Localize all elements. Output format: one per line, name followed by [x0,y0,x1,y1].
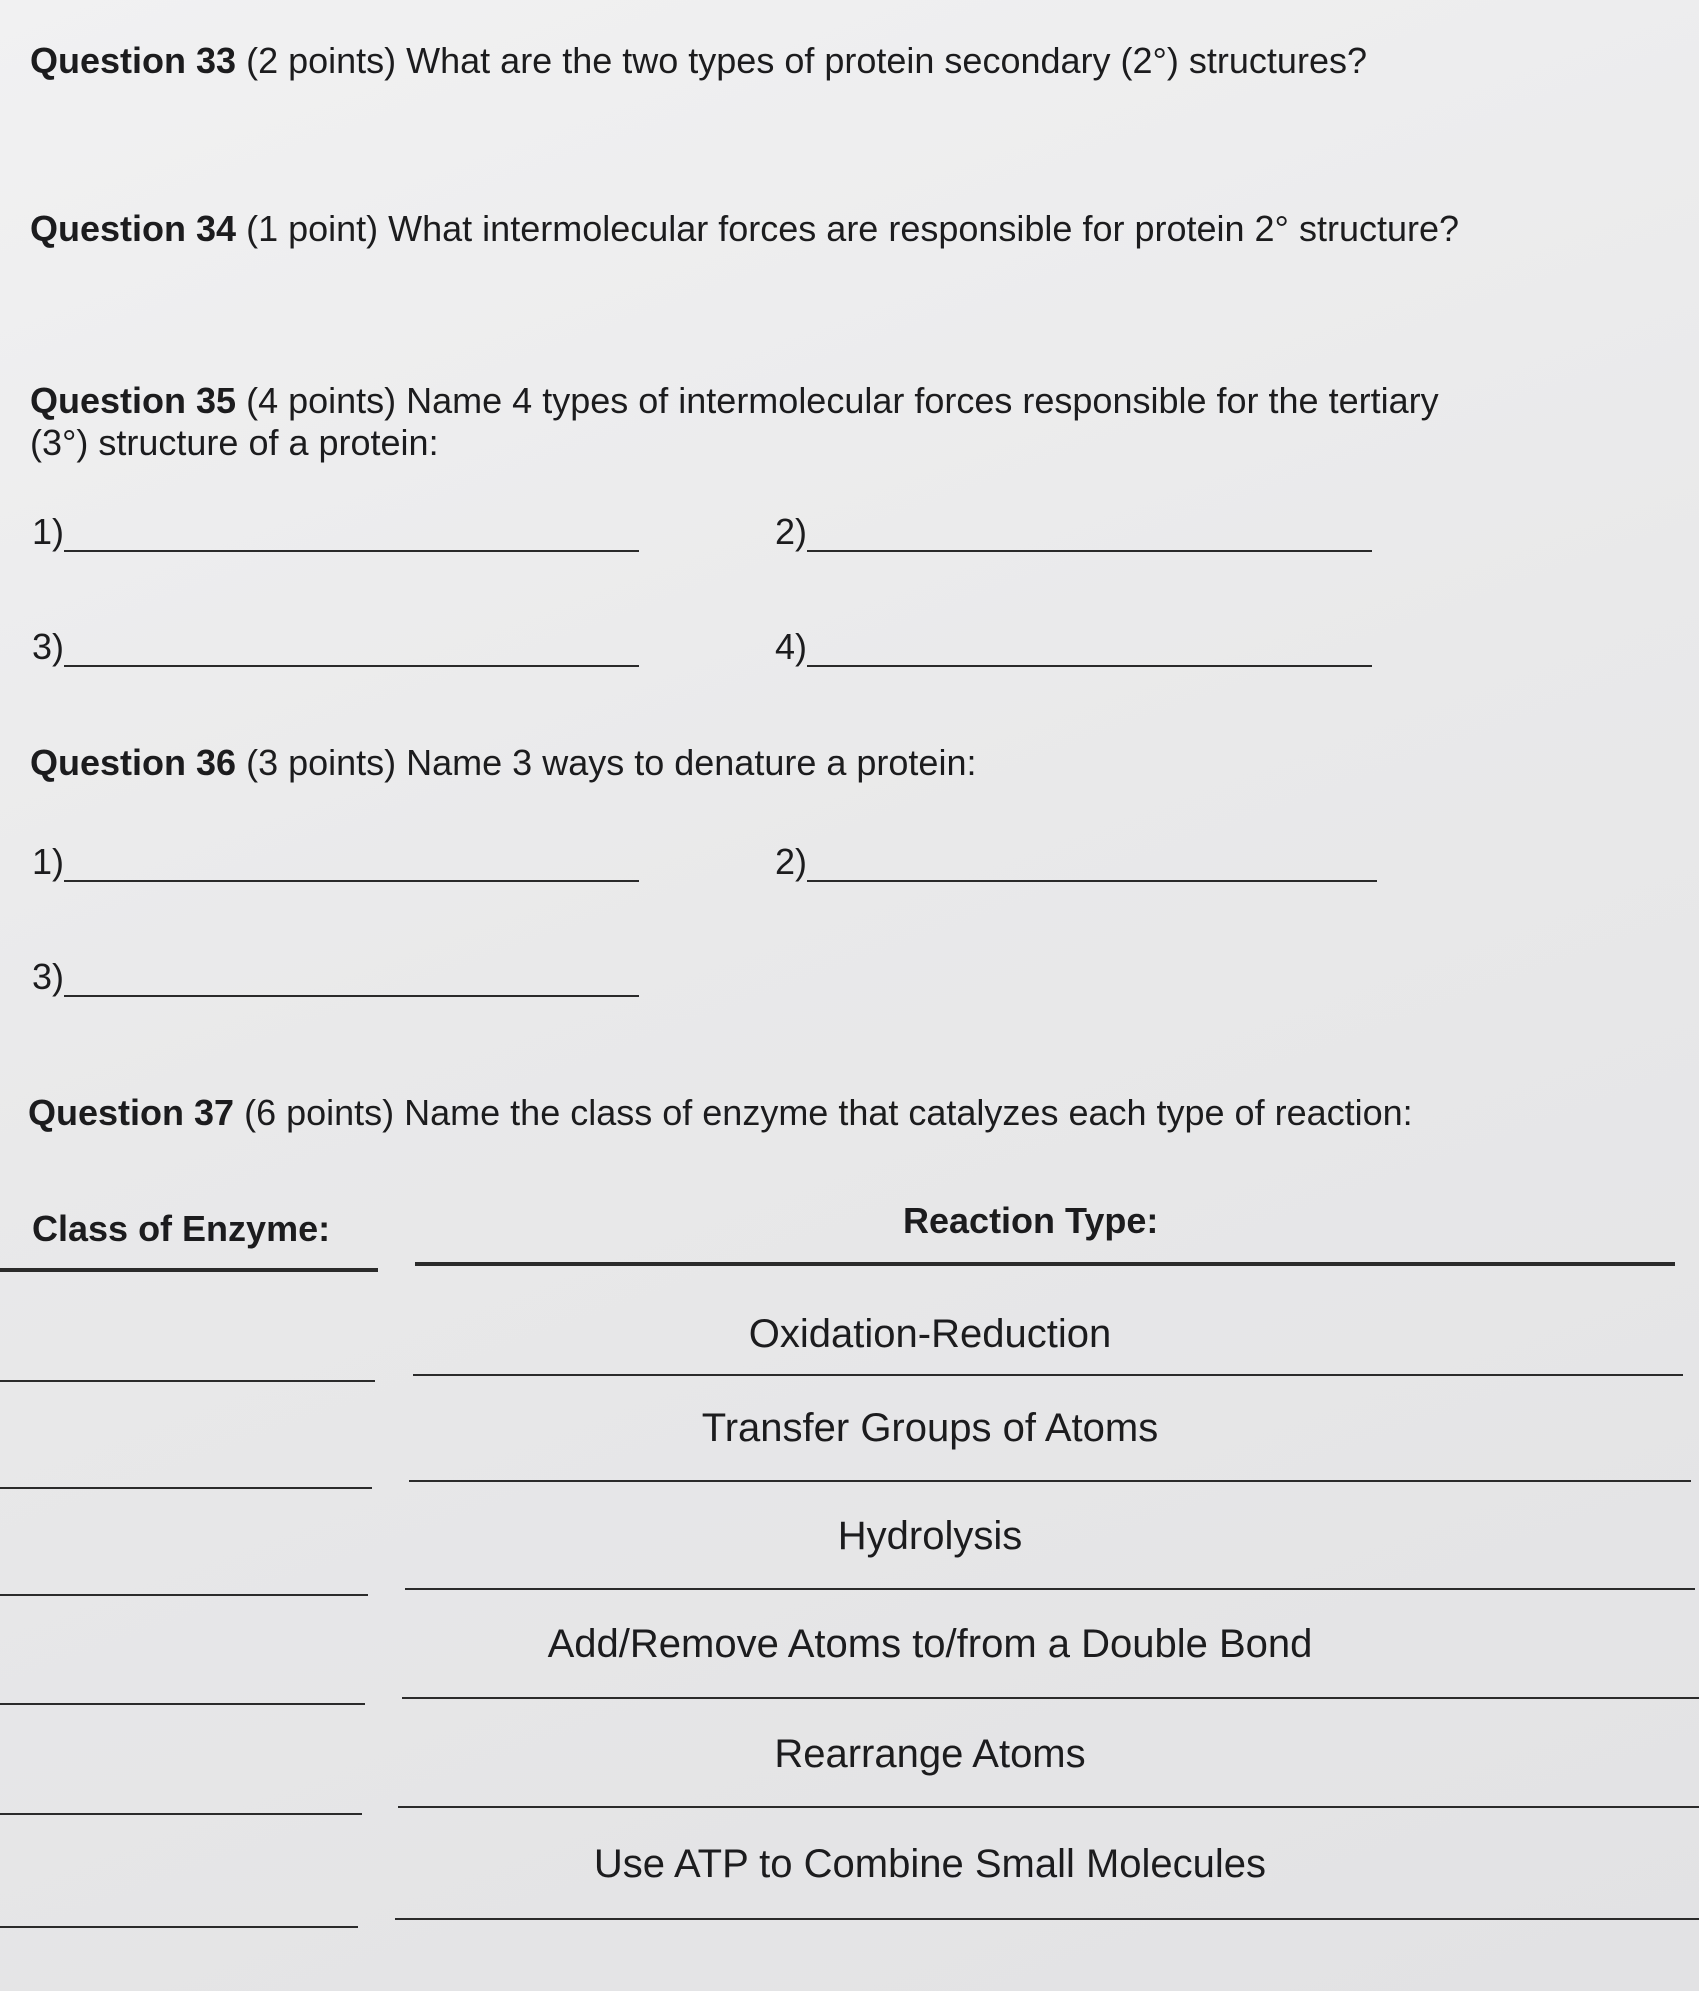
reaction-oxidation-reduction: Oxidation-Reduction [748,1312,1112,1356]
reaction-row-rule [402,1697,1699,1699]
enzyme-answer-line[interactable] [0,1703,365,1705]
question-36-label: Question 36 [30,742,237,783]
question-35-text: (4 points) Name 4 types of intermolecular forces responsible for the tertiary [246,380,1439,421]
blank-number: 1) [32,511,65,552]
reaction-row-rule [395,1918,1699,1920]
header-rule-left [0,1268,378,1272]
question-35-label: Question 35 [30,380,237,421]
question-37 [28,1092,1413,1134]
answer-line[interactable] [807,510,1372,552]
question-35-text-2: (3°) structure of a protein: [30,422,439,463]
question-36-text: (3 points) Name 3 ways to denature a protein: [246,742,977,783]
blank-number: 1) [32,841,65,882]
question-34-text: (1 point) What intermolecular forces are responsible for protein 2° structure? [246,208,1460,249]
question-37-label: Question 37 [28,1092,235,1133]
blank-number: 2) [775,841,808,882]
enzyme-answer-line[interactable] [0,1594,368,1596]
blank-number: 4) [775,626,808,667]
answer-line[interactable] [64,955,639,997]
reaction-add-remove-double-bond: Add/Remove Atoms to/from a Double Bond [547,1622,1313,1666]
reaction-type-header: Reaction Type: [903,1200,1159,1241]
q36-blank-2[interactable] [775,840,1377,882]
question-35 [30,380,1439,464]
answer-line[interactable] [64,625,639,667]
header-rule-right [415,1262,1675,1266]
reaction-row-rule [413,1374,1683,1376]
reaction-use-atp: Use ATP to Combine Small Molecules [593,1842,1267,1886]
answer-line[interactable] [807,625,1372,667]
class-of-enzyme-header: Class of Enzyme: [32,1208,331,1249]
reaction-row-rule [405,1588,1695,1590]
q35-blank-3[interactable] [32,625,639,667]
question-33-label: Question 33 [30,40,237,81]
q35-blank-4[interactable] [775,625,1372,667]
question-33-text: (2 points) What are the two types of protein secondary (2°) structures? [246,40,1367,81]
reaction-rearrange-atoms: Rearrange Atoms [774,1732,1086,1776]
blank-number: 2) [775,511,808,552]
q36-blank-1[interactable] [32,840,639,882]
blank-number: 3) [32,956,65,997]
question-34 [30,208,1459,250]
q35-blank-2[interactable] [775,510,1372,552]
answer-line[interactable] [64,510,639,552]
q36-blank-3[interactable] [32,955,639,997]
question-33 [30,40,1367,82]
enzyme-answer-line[interactable] [0,1380,375,1382]
reaction-row-rule [398,1806,1699,1808]
question-34-label: Question 34 [30,208,237,249]
question-37-text: (6 points) Name the class of enzyme that catalyzes each type of reaction: [244,1092,1413,1133]
answer-line[interactable] [807,840,1377,882]
enzyme-answer-line[interactable] [0,1487,372,1489]
reaction-transfer-groups: Transfer Groups of Atoms [701,1406,1159,1450]
q35-blank-1[interactable] [32,510,639,552]
question-36 [30,742,976,784]
enzyme-answer-line[interactable] [0,1813,362,1815]
reaction-row-rule [409,1480,1691,1482]
blank-number: 3) [32,626,65,667]
answer-line[interactable] [64,840,639,882]
reaction-hydrolysis: Hydrolysis [837,1514,1023,1558]
enzyme-answer-line[interactable] [0,1926,358,1928]
